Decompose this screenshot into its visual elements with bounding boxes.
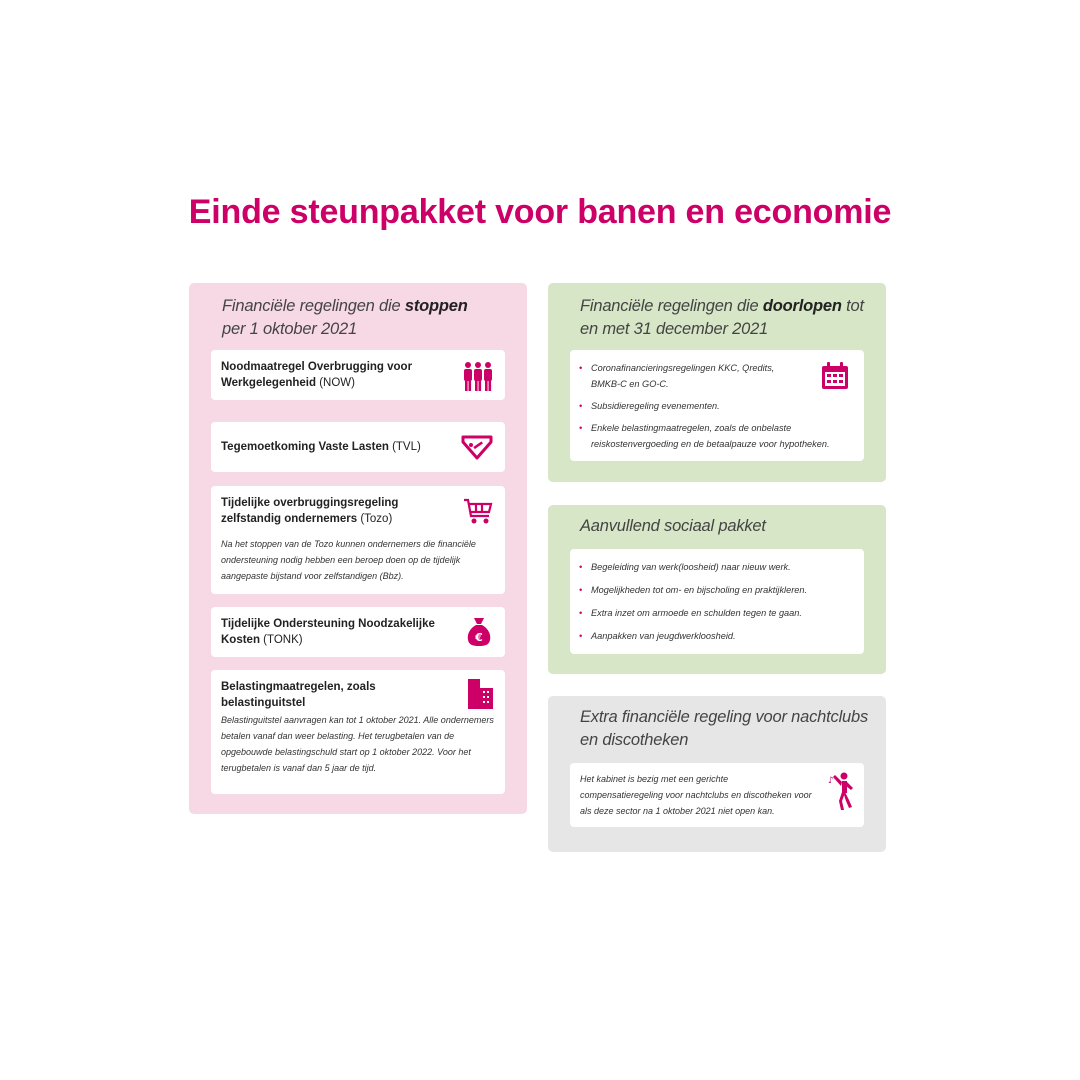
calendar-icon [820,362,850,391]
list-item: • Coronafinancieringsregelingen KKC, Qredits, BMKB-C en GO-C. [579,360,791,392]
euro-money-bag-icon [466,617,492,647]
list-item: • Subsidieregeling evenementen. [579,398,849,414]
card-belasting-title: Belastingmaatregelen, zoals belastinguitstel [221,681,376,709]
svg-text:€: € [475,631,483,644]
sociaal-list [579,559,855,644]
card-belasting [211,670,505,794]
panel-nachtclubs [548,696,886,852]
list-item: • Enkele belastingmaatregelen, zoals de onbelaste reiskostenvergoeding en de betaalpauze voor hypotheken. [579,420,849,452]
price-tag-icon [461,434,493,460]
card-tonk [211,607,505,657]
panel-doorlopen [548,283,886,482]
card-tozo-note: Na het stoppen van de Tozo kunnen ondernemers die financiële ondersteuning nodig hebben een beroep doen op de tijdelijk aangepaste bijstand voor zelfstandigen (Bbz). [221,539,476,581]
shopping-cart-icon [463,498,493,526]
card-tvl [211,422,505,472]
svg-text:♪: ♪ [828,776,834,786]
list-item: • Mogelijkheden tot om- en bijscholing en praktijkleren. [579,582,855,598]
panel-stoppen-heading: Financiële regelingen die stoppen per 1 oktober 2021 [222,297,468,338]
panel-doorlopen-heading: Financiële regelingen die doorlopen tot en met 31 december 2021 [580,297,864,338]
card-tonk-title: Tijdelijke Ondersteuning Noodzakelijke Kosten (TONK) [221,618,435,646]
list-item: • Begeleiding van werk(loosheid) naar nieuw werk. [579,559,855,575]
card-sociaal [570,549,864,654]
doorlopen-list [579,360,849,452]
card-tvl-title: Tegemoetkoming Vaste Lasten (TVL) [221,441,421,453]
people-group-icon [461,361,495,393]
panel-nachtclubs-heading: Extra financiële regeling voor nachtclubs en discotheken [580,708,869,749]
card-now-title: Noodmaatregel Overbrugging voor Werkgelegenheid (NOW) [221,361,413,389]
panel-stoppen [189,283,527,814]
card-tozo-title: Tijdelijke overbruggingsregeling zelfstandig ondernemers (Tozo) [221,497,399,525]
card-now [211,350,505,400]
card-belasting-note: Belastinguitstel aanvragen kan tot 1 oktober 2021. Alle ondernemers betalen vanaf dan weer belasting. Het terugbetalen van de opgebouwde belastingschuld start op 1 oktober 2022. Voor het terugbetalen is vanaf dan 5 jaar de tijd. [221,715,494,773]
panel-sociaal-heading: Aanvullend sociaal pakket [580,517,766,535]
list-item: • Extra inzet om armoede en schulden tegen te gaan. [579,605,855,621]
card-nachtclubs [570,763,864,827]
card-doorlopen [570,350,864,461]
panel-sociaal [548,505,886,674]
card-tozo [211,486,505,594]
page-title: Einde steunpakket voor banen en economie [188,193,892,231]
card-nachtclubs-text: Het kabinet is bezig met een gerichte compensatieregeling voor nachtclubs en discotheken voor als deze sector na 1 oktober 2021 niet open kan. [580,774,812,816]
office-building-icon [466,678,496,710]
dancing-person-icon [828,771,856,811]
list-item: • Aanpakken van jeugdwerkloosheid. [579,628,855,644]
